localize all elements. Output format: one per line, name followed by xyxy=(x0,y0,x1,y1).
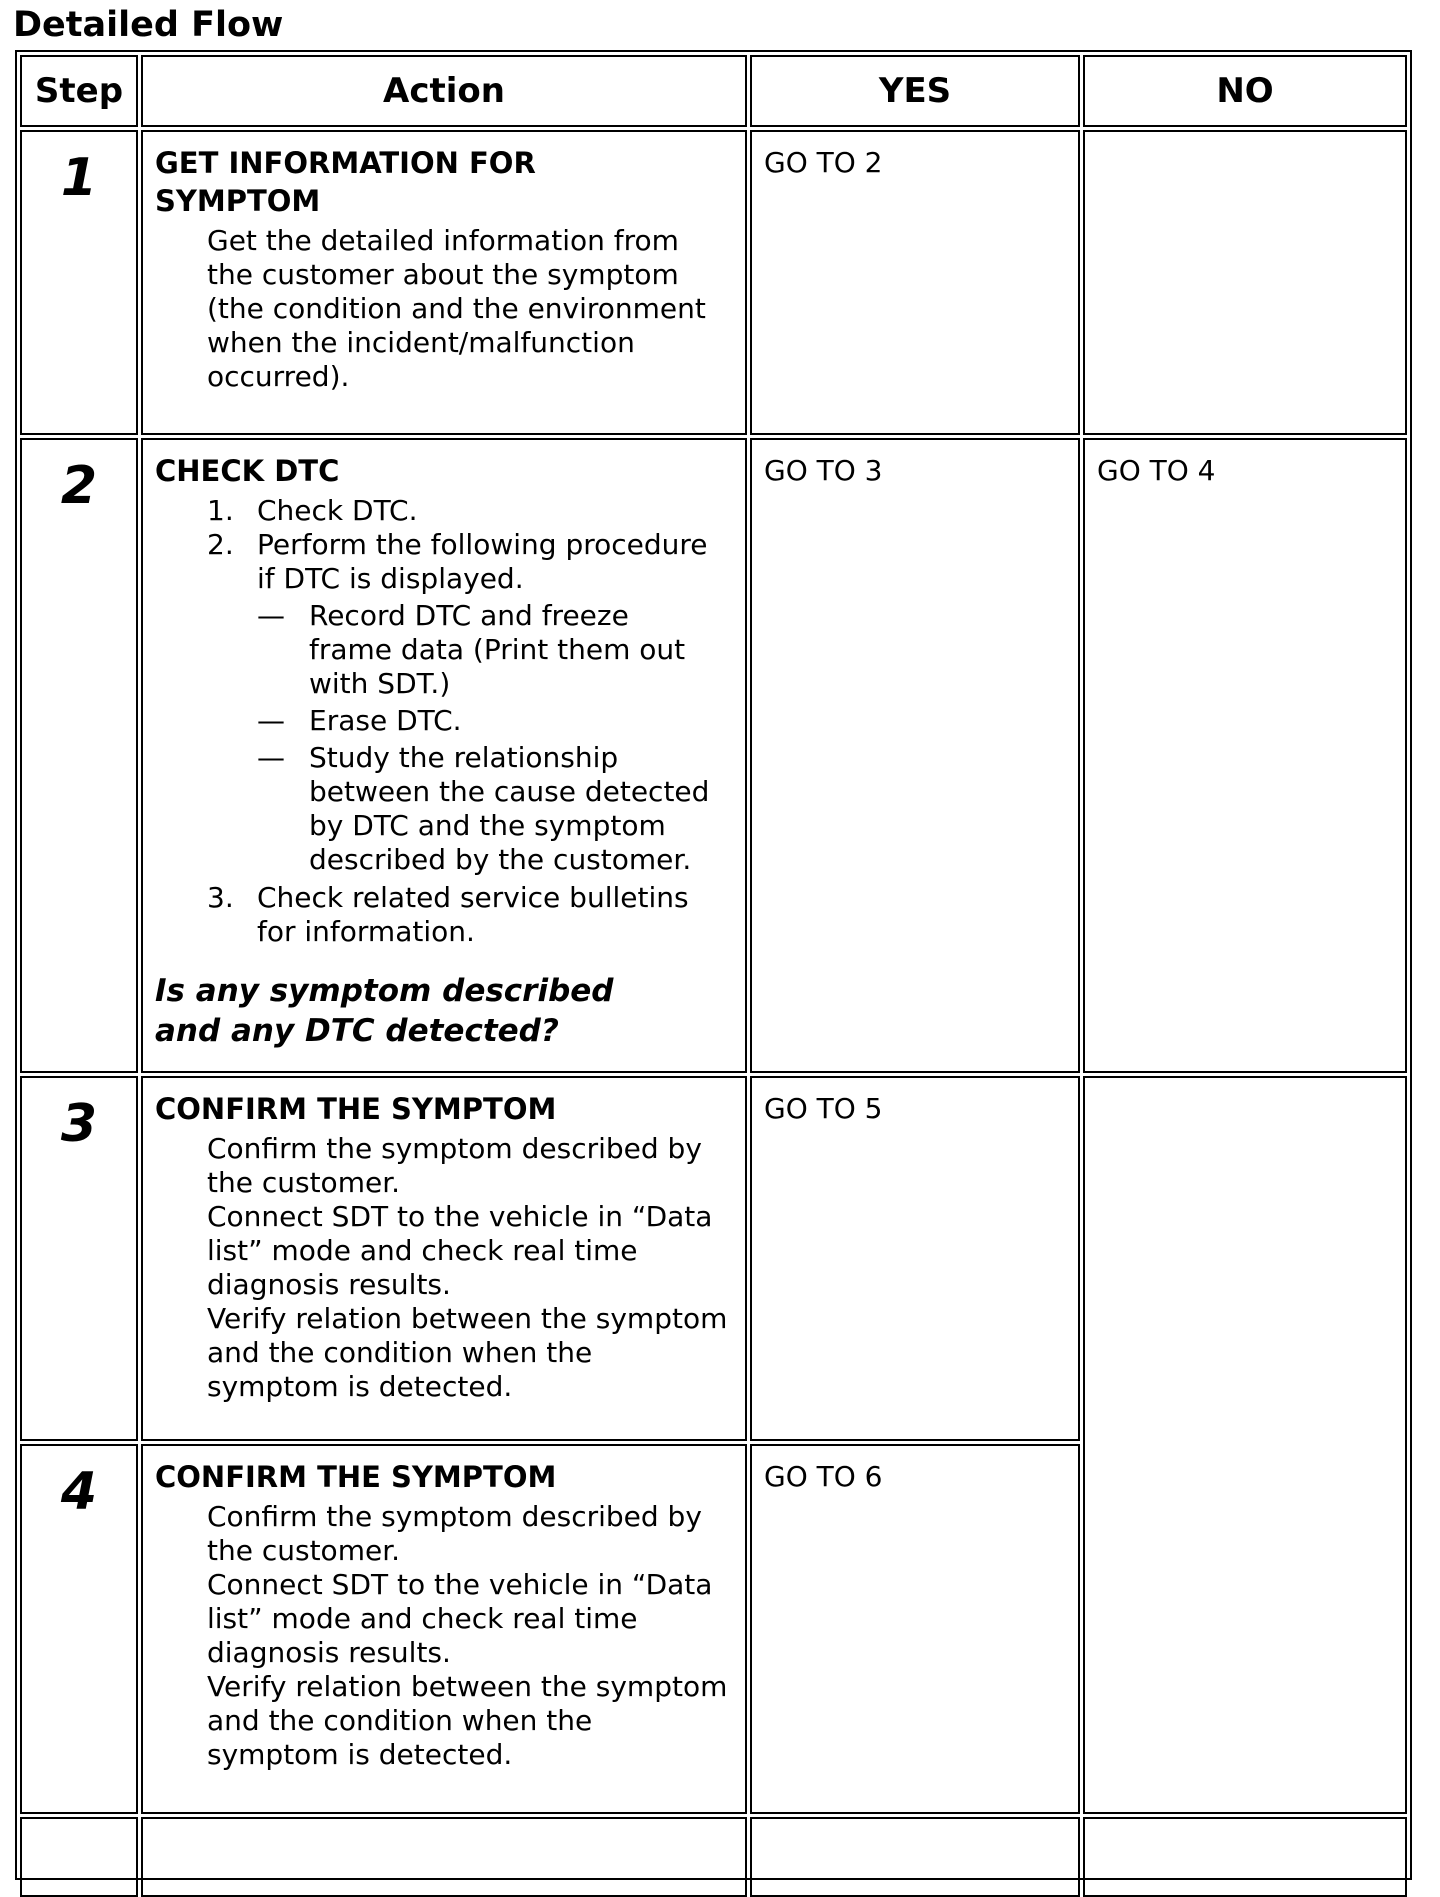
list-item: 2. Perform the following procedure if DTC is displayed. — Record DTC and freeze frame data (Print them out with SDT.) — Erase DTC. — Study the relationship between the cause detected by DTC and the symptom described by the customer. xyxy=(207,528,737,877)
no-cell xyxy=(1083,1076,1407,1814)
yes-cell xyxy=(750,438,1080,1073)
action-body: Confirm the symptom described by the customer. Connect SDT to the vehicle in “Data list” mode and check real time diagnosis results. Verify relation between the symptom and the condition when the symptom is detected. xyxy=(207,1132,728,1403)
header-step xyxy=(20,55,138,127)
step-number: 4 xyxy=(60,1462,98,1522)
question-text: Is any symptom described and any DTC detected? xyxy=(155,973,614,1049)
action-cell xyxy=(141,1444,747,1814)
header-step-label: Step xyxy=(34,71,124,111)
action-list xyxy=(155,494,737,949)
step-cell xyxy=(20,1076,138,1441)
list-item: 3. Check related service bulletins for information. xyxy=(207,881,689,948)
page-title: Detailed Flow xyxy=(13,5,284,45)
step-cell xyxy=(20,130,138,435)
yes-goto: GO TO 6 xyxy=(764,1460,883,1493)
yes-goto: GO TO 2 xyxy=(764,146,883,179)
header-yes-label: YES xyxy=(878,71,952,111)
action-cell xyxy=(141,438,747,1073)
list-item: 1. Check DTC. xyxy=(207,494,418,527)
yes-cell xyxy=(750,1076,1080,1441)
step-number: 1 xyxy=(60,148,98,208)
step-cell xyxy=(20,1444,138,1814)
action-title: GET INFORMATION FOR SYMPTOM xyxy=(155,146,536,218)
action-body: Confirm the symptom described by the customer. Connect SDT to the vehicle in “Data list” mode and check real time diagnosis results. Verify relation between the symptom and the condition when the symptom is detected. xyxy=(207,1500,728,1771)
action-cell xyxy=(141,1817,747,1897)
sub-list-item: — Erase DTC. xyxy=(257,704,462,737)
no-cell xyxy=(1083,438,1407,1073)
no-goto: GO TO 4 xyxy=(1097,454,1216,487)
no-cell xyxy=(1083,130,1407,435)
action-title: CONFIRM THE SYMPTOM xyxy=(155,1092,557,1126)
no-cell xyxy=(1083,1817,1407,1897)
yes-goto: GO TO 5 xyxy=(764,1092,883,1125)
action-cell xyxy=(141,1076,747,1441)
action-body: Get the detailed information from the customer about the symptom (the condition and the environment when the incident/malfunction occurred). xyxy=(207,224,706,393)
action-cell xyxy=(141,130,747,435)
header-action-label: Action xyxy=(383,71,505,111)
sub-list-item: — Record DTC and freeze frame data (Print them out with SDT.) xyxy=(257,599,686,700)
action-title: CONFIRM THE SYMPTOM xyxy=(155,1460,557,1494)
sub-list-item: — Study the relationship between the cause detected by DTC and the symptom described by the customer. xyxy=(257,741,710,876)
header-yes xyxy=(750,55,1080,127)
step-cell xyxy=(20,438,138,1073)
yes-goto: GO TO 3 xyxy=(764,454,883,487)
yes-cell xyxy=(750,1817,1080,1897)
step-cell xyxy=(20,1817,138,1897)
action-title: CHECK DTC xyxy=(155,454,340,488)
step-number: 3 xyxy=(60,1094,98,1154)
yes-cell xyxy=(750,130,1080,435)
step-number: 2 xyxy=(60,456,98,516)
header-no xyxy=(1083,55,1407,127)
yes-cell xyxy=(750,1444,1080,1814)
header-action xyxy=(141,55,747,127)
header-no-label: NO xyxy=(1216,71,1274,111)
